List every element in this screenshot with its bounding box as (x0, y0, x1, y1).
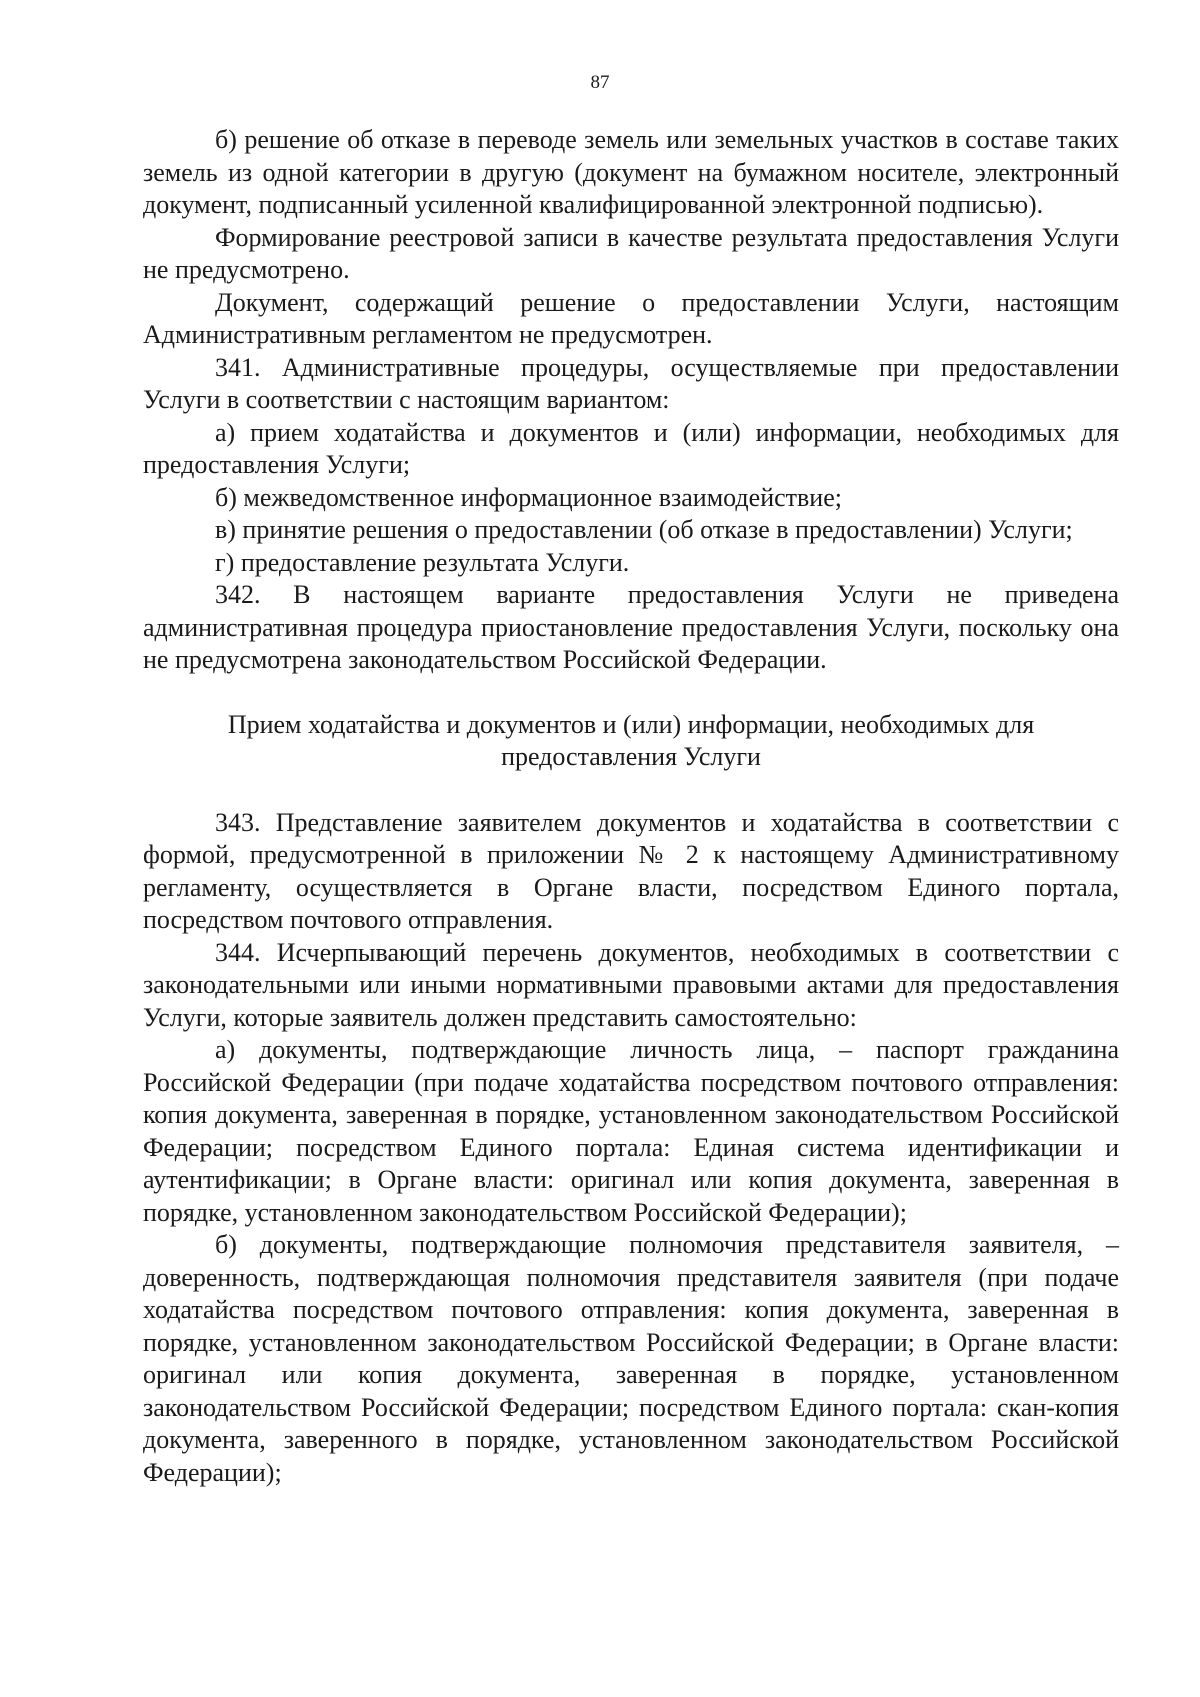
paragraph: г) предоставление результата Услуги. (215, 547, 630, 577)
paragraph: б) документы, подтверждающие полномочия представителя заявителя, – доверенность, подтверждающая полномочия представителя заявителя (при подаче ходатайства посредством почтового отправления: копия документа, заверенная в порядке, установленном законодательством Российской Федерации; в Органе власти: оригинал или копия документа, заверенная в порядке, установленном законодательством Российской Федерации; посредством Единого портала: скан-копия документа, заверенного в порядке, установленном законодательством Российской Федерации); (143, 1230, 1119, 1487)
paragraph: в) принятие решения о предоставлении (об отказе в предоставлении) Услуги; (215, 515, 1073, 544)
paragraph: Формирование реестровой записи в качестве результата предоставления Услуги не предусмотрено. (143, 222, 1119, 284)
section-heading: Прием ходатайства и документов и (или) информации, необходимых для предоставления Услуги (227, 709, 1035, 771)
page-number: 87 (590, 72, 610, 93)
paragraph: 341. Административные процедуры, осуществляемые при предоставлении Услуги в соответствии с настоящим вариантом: (143, 352, 1119, 414)
paragraph: б) решение об отказе в переводе земель или земельных участков в составе таких земель из одной категории в другую (документ на бумажном носителе, электронный документ, подписанный усиленной квалифицированной электронной подписью). (143, 125, 1119, 219)
paragraph: а) прием ходатайства и документов и (или) информации, необходимых для предоставления Услуги; (143, 417, 1119, 479)
paragraph: 343. Представление заявителем документов и ходатайства в соответствии с формой, предусмотренной в приложении № 2 к настоящему Административному регламенту, осуществляется в Органе власти, посредством Единого портала, посредством почтового отправления. (143, 807, 1119, 934)
paragraph: а) документы, подтверждающие личность лица, – паспорт гражданина Российской Федерации (при подаче ходатайства посредством почтового отправления: копия документа, заверенная в порядке, установленном законодательством Российской Федерации; посредством Единого портала: Единая система идентификации и аутентификации; в Органе власти: оригинал или копия документа, заверенная в порядке, установленном законодательством Российской Федерации); (143, 1035, 1119, 1227)
paragraph: 344. Исчерпывающий перечень документов, необходимых в соответствии с законодательными или иными нормативными правовыми актами для предоставления Услуги, которые заявитель должен представить самостоятельно: (143, 937, 1119, 1032)
paragraph: Документ, содержащий решение о предоставлении Услуги, настоящим Административным регламентом не предусмотрен. (143, 287, 1119, 349)
document-body (143, 124, 1119, 1489)
paragraph: 342. В настоящем варианте предоставления Услуги не приведена административная процедура приостановление предоставления Услуги, поскольку она не предусмотрена законодательством Российской Федерации. (143, 580, 1119, 674)
paragraph: б) межведомственное информационное взаимодействие; (215, 482, 842, 512)
